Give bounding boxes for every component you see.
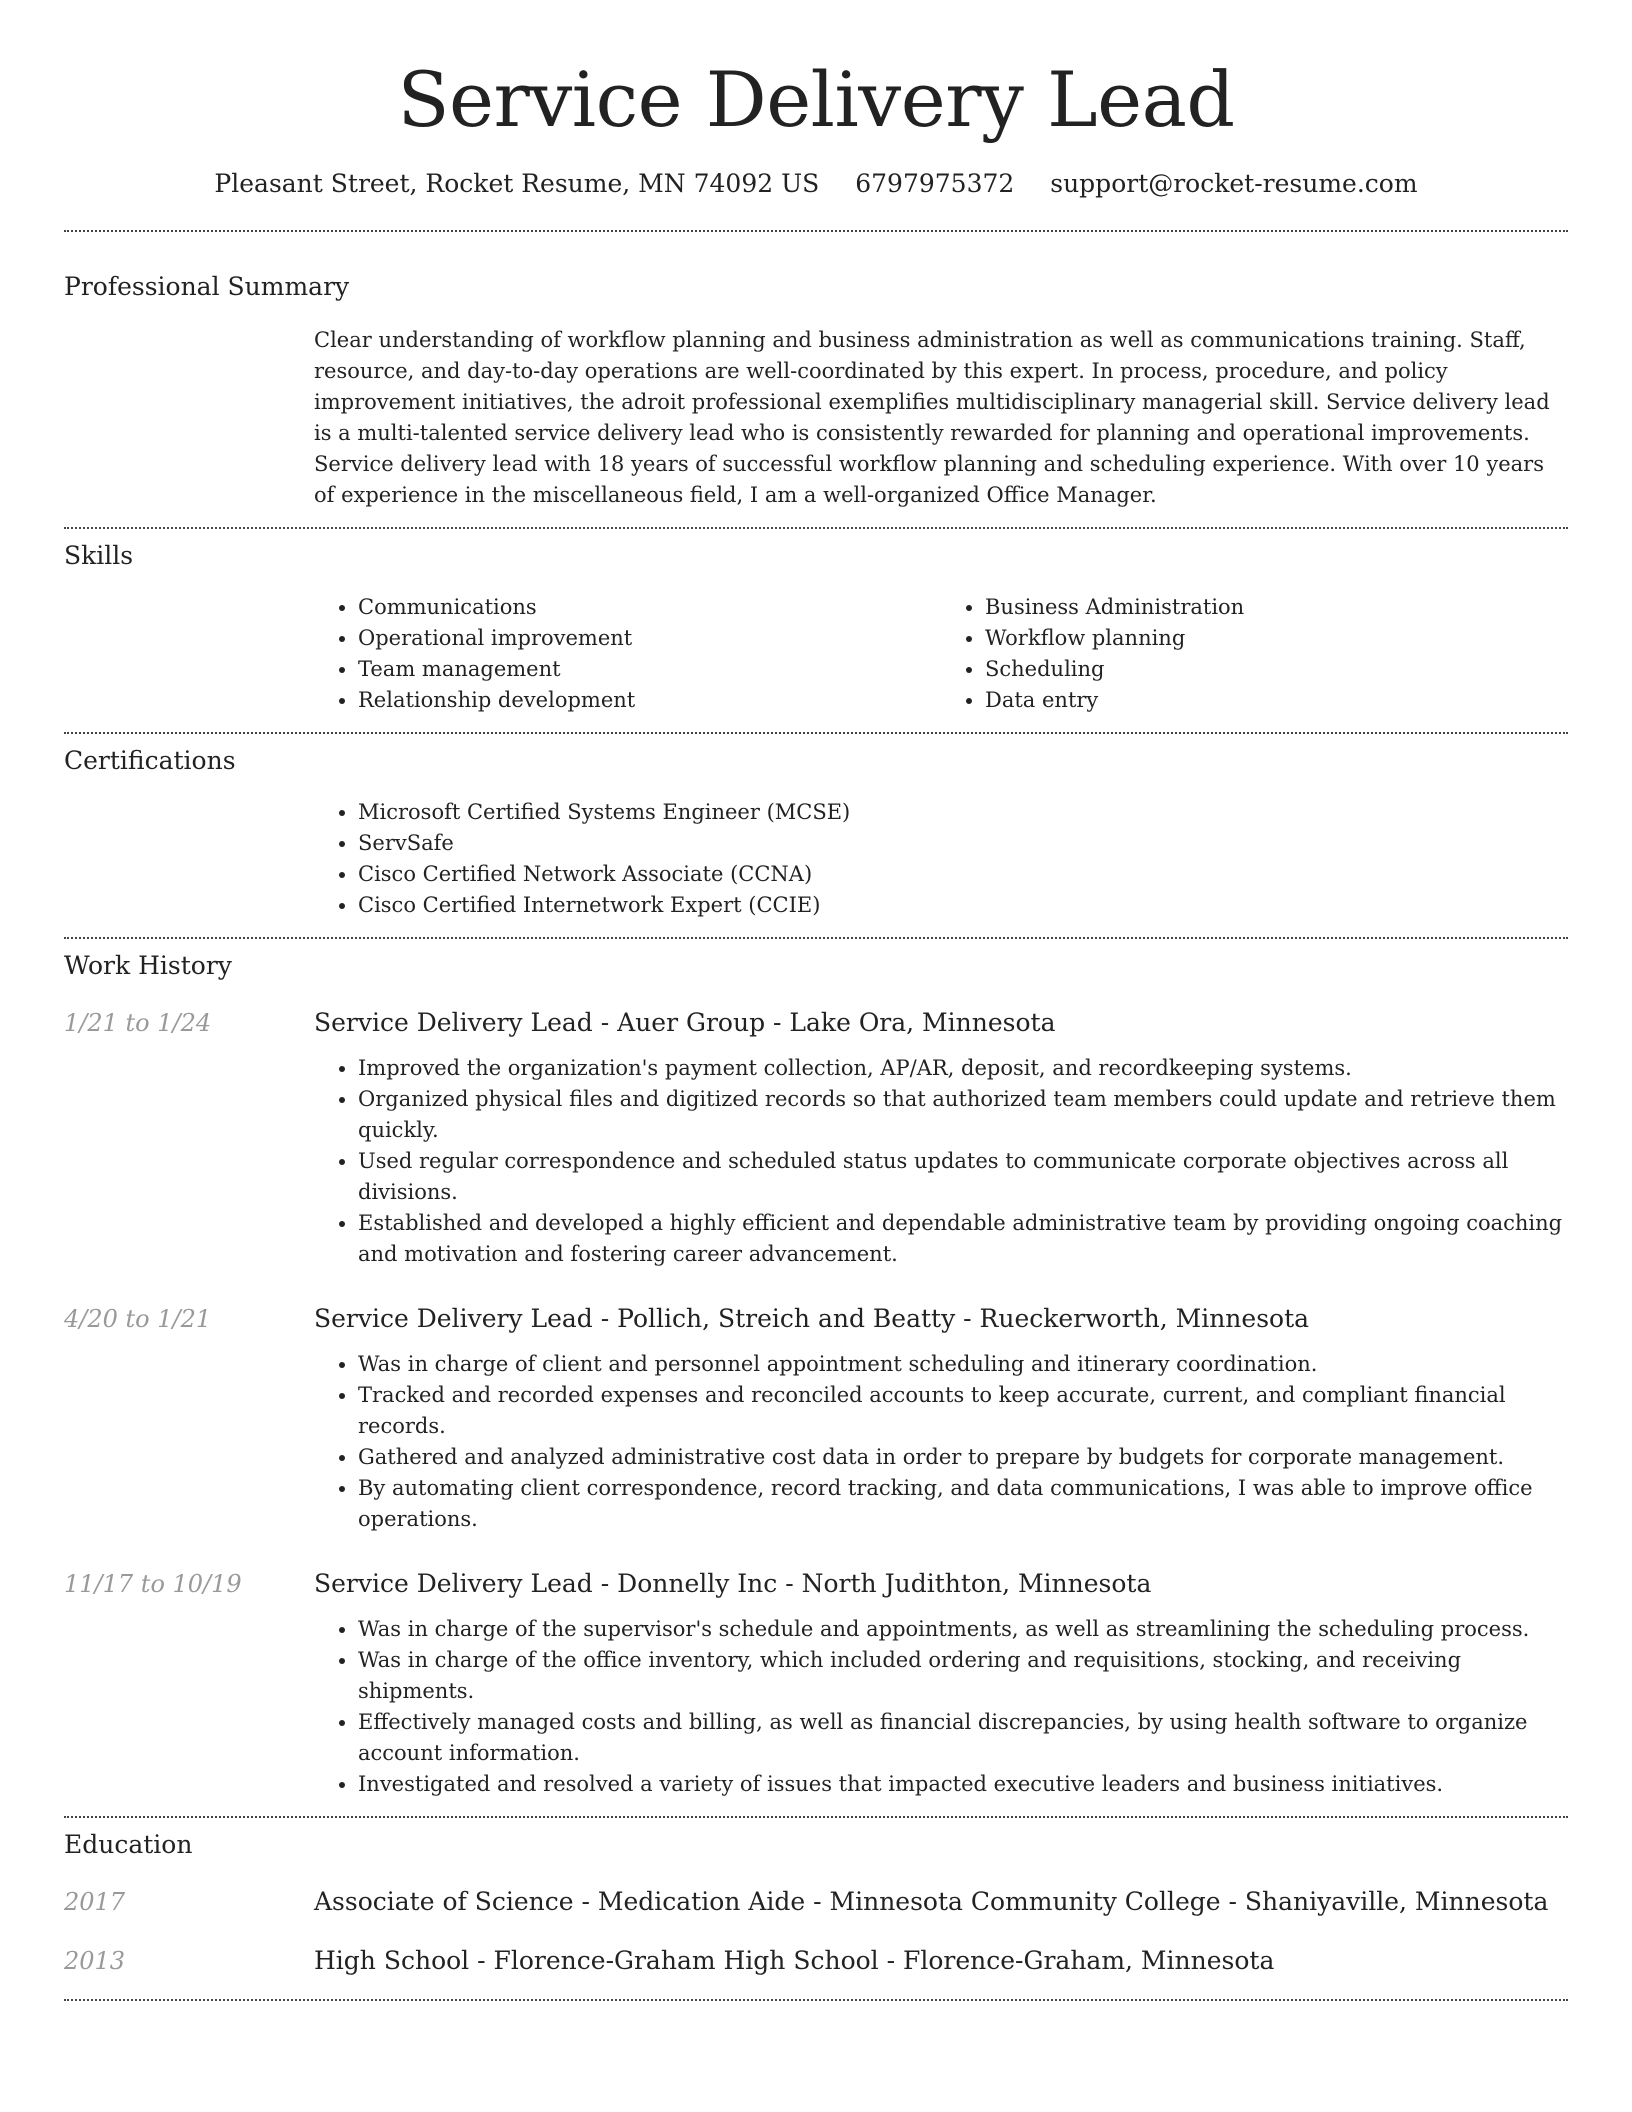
job-bullet: • By automating client correspondence, record tracking, and data communications, I was able to improve office operations. [358, 1473, 1568, 1535]
job-title [314, 1304, 1309, 1333]
job-details: - Auer Group - Lake Ora, Minnesota [592, 1008, 1056, 1038]
contact-phone: 6797975372 [855, 169, 1015, 199]
certification-item: • ServSafe [358, 828, 1568, 859]
skill-item: • Scheduling [985, 654, 1568, 685]
skill-item: • Relationship development [358, 685, 941, 716]
job-header [64, 1008, 1568, 1037]
skill-item: • Data entry [985, 685, 1568, 716]
job-bullet: • Used regular correspondence and scheduled status updates to communicate corporate objectives across all divisions. [358, 1146, 1568, 1208]
contact-email: support@rocket-resume.com [1050, 169, 1418, 199]
skills-section [64, 529, 1568, 716]
education-title [314, 1887, 1548, 1916]
job-dates: 1/21 to 1/24 [64, 1009, 212, 1038]
job-bullets [314, 1053, 1568, 1270]
certifications-heading: Certifications [64, 746, 236, 776]
job-details: - Donnelly Inc - North Judithton, Minnesota [592, 1569, 1152, 1599]
job-bullet: • Organized physical files and digitized records so that authorized team members could update and retrieve them quickly. [358, 1084, 1568, 1146]
job-role: Service Delivery Lead [314, 1008, 593, 1038]
certification-item: • Microsoft Certified Systems Engineer (MCSE) [358, 797, 1568, 828]
job-bullet: • Investigated and resolved a variety of issues that impacted executive leaders and business initiatives. [358, 1769, 1568, 1800]
job-header [64, 1569, 1568, 1598]
job-title [314, 1569, 1151, 1598]
skill-item: • Workflow planning [985, 623, 1568, 654]
job-bullet: • Improved the organization's payment collection, AP/AR, deposit, and recordkeeping systems. [358, 1053, 1568, 1084]
job-role: Service Delivery Lead [314, 1569, 593, 1599]
certification-item: • Cisco Certified Network Associate (CCNA) [358, 859, 1568, 890]
resume-name: Service Delivery Lead [397, 55, 1235, 144]
education-degree: High School [314, 1946, 470, 1976]
skill-item: • Business Administration [985, 592, 1568, 623]
job-bullets [314, 1349, 1568, 1535]
summary-body [314, 325, 1568, 511]
job-bullet: • Was in charge of the supervisor's schedule and appointments, as well as streamlining the scheduling process. [358, 1614, 1568, 1645]
education-details: - Minnesota Community College - Shaniyaville, Minnesota [805, 1887, 1549, 1917]
job-bullet: • Was in charge of client and personnel appointment scheduling and itinerary coordination. [358, 1349, 1568, 1380]
certification-item: • Cisco Certified Internetwork Expert (CCIE) [358, 890, 1568, 921]
job-dates: 11/17 to 10/19 [64, 1570, 242, 1599]
job-bullet: • Tracked and recorded expenses and reconciled accounts to keep accurate, current, and compliant financial records. [358, 1380, 1568, 1442]
job-details: - Pollich, Streich and Beatty - Rueckerworth, Minnesota [592, 1304, 1310, 1334]
job-entry [64, 1304, 1568, 1535]
work-history-heading: Work History [64, 951, 232, 981]
job-role: Service Delivery Lead [314, 1304, 593, 1334]
job-entry [64, 1569, 1568, 1800]
skills-columns [314, 592, 1568, 716]
job-bullets [314, 1614, 1568, 1800]
education-entry [64, 1887, 1568, 1916]
contact-line [64, 169, 1568, 198]
job-entry [64, 1008, 1568, 1270]
summary-heading: Professional Summary [64, 272, 350, 302]
skills-list-left [314, 592, 941, 716]
job-header [64, 1304, 1568, 1333]
job-bullet: • Gathered and analyzed administrative cost data in order to prepare by budgets for corporate management. [358, 1442, 1568, 1473]
skills-list-right [941, 592, 1568, 716]
job-bullet: • Effectively managed costs and billing, as well as financial discrepancies, by using health software to organize account information. [358, 1707, 1568, 1769]
education-heading: Education [64, 1830, 193, 1860]
summary-text: Clear understanding of workflow planning and business administration as well as communications training. Staff, resource, and day-to-day operations are well-coordinated by this expert. In process, procedure, and policy improvement initiatives, the adroit professional exemplifies multidisciplinary managerial skill. Service delivery lead is a multi-talented service delivery lead who is consistently rewarded for planning and operational improvements. Service delivery lead with 18 years of successful workflow planning and scheduling experience. With over 10 years of experience in the miscellaneous field, I am a well-organized Office Manager. [314, 328, 1550, 508]
job-title [314, 1008, 1055, 1037]
education-year: 2013 [64, 1947, 126, 1976]
certifications-list [314, 797, 1568, 921]
summary-section [64, 232, 1568, 511]
job-bullet: • Established and developed a highly efficient and dependable administrative team by providing ongoing coaching and motivation and fostering career advancement. [358, 1208, 1568, 1270]
job-bullet: • Was in charge of the office inventory, which included ordering and requisitions, stocking, and receiving shipments. [358, 1645, 1568, 1707]
divider [64, 1999, 1568, 2001]
education-title [314, 1946, 1274, 1975]
skill-item: • Operational improvement [358, 623, 941, 654]
education-entry [64, 1946, 1568, 1975]
job-dates: 4/20 to 1/21 [64, 1305, 212, 1334]
education-details: - Florence-Graham High School - Florence-Graham, Minnesota [469, 1946, 1275, 1976]
work-history-section [64, 939, 1568, 1800]
education-degree: Associate of Science - Medication Aide [314, 1887, 806, 1917]
skill-item: • Communications [358, 592, 941, 623]
skills-heading: Skills [64, 541, 134, 571]
contact-address: Pleasant Street, Rocket Resume, MN 74092 US [214, 169, 820, 199]
education-year: 2017 [64, 1888, 126, 1917]
education-section [64, 1818, 1568, 1975]
skill-item: • Team management [358, 654, 941, 685]
certifications-body [314, 797, 1568, 921]
certifications-section [64, 734, 1568, 921]
